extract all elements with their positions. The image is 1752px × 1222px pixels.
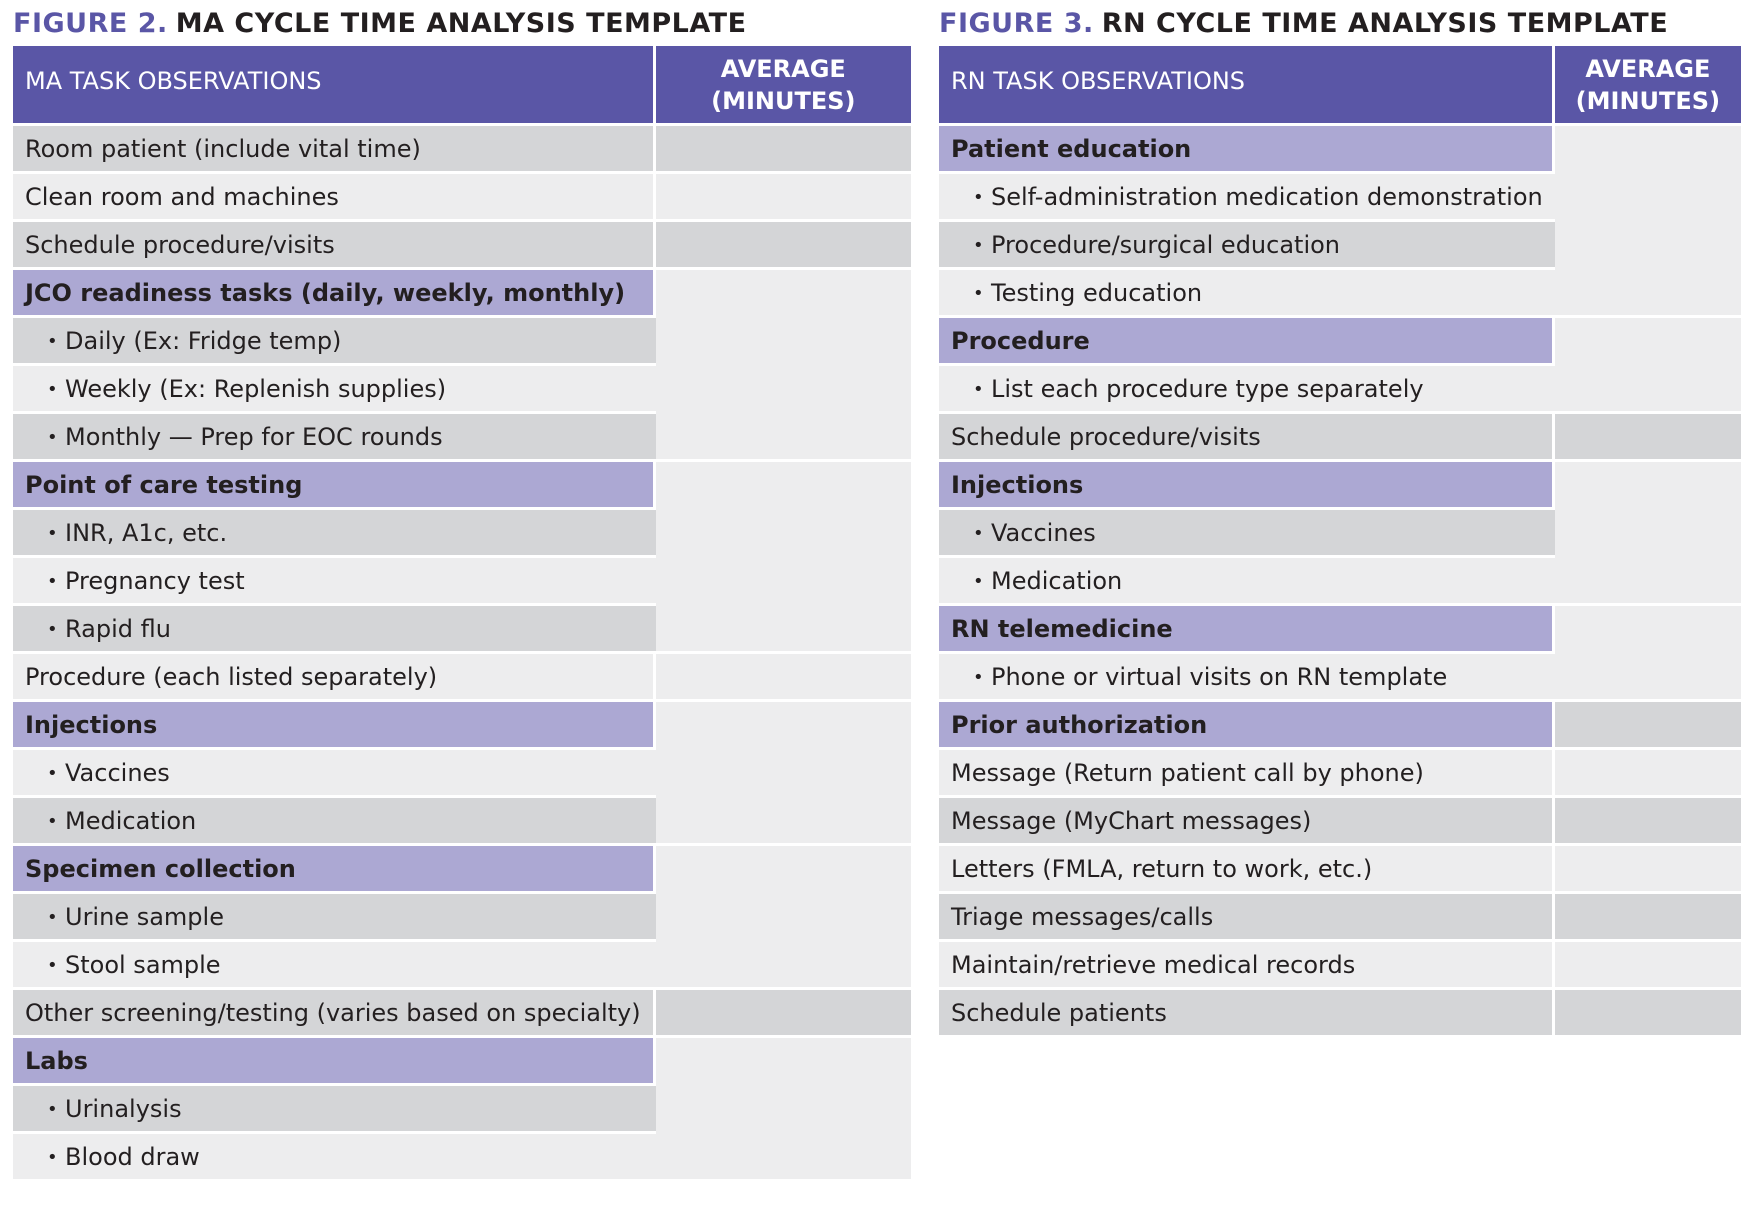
ma-average-input-cell[interactable]	[656, 174, 911, 222]
rn-task-cell-bullet	[939, 558, 1555, 606]
ma-task-label: INR, A1c, etc.	[65, 518, 228, 547]
ma-table-row	[13, 846, 911, 894]
bullet-icon: •	[47, 570, 58, 592]
ma-task-label: Monthly — Prep for EOC rounds	[65, 422, 443, 451]
bullet-icon: •	[47, 762, 58, 784]
bullet-icon: •	[47, 378, 58, 400]
ma-task-cell-bullet	[13, 510, 656, 558]
rn-task-label: Phone or virtual visits on RN template	[991, 662, 1448, 691]
rn-task-header: RN TASK OBSERVATIONS	[939, 46, 1555, 126]
bullet-icon: •	[47, 954, 58, 976]
ma-task-cell-category	[13, 462, 656, 510]
rn-task-label: RN telemedicine	[951, 614, 1173, 643]
ma-task-label: Daily (Ex: Fridge temp)	[65, 326, 342, 355]
bullet-icon: •	[973, 666, 984, 688]
rn-average-input-cell[interactable]	[1555, 798, 1741, 846]
rn-task-label: Medication	[991, 566, 1123, 595]
rn-table-row	[939, 894, 1741, 942]
ma-task-label: Labs	[25, 1046, 88, 1075]
rn-average-header-line1: AVERAGE	[1585, 54, 1711, 83]
rn-average-input-cell[interactable]	[1555, 750, 1741, 798]
ma-task-cell-bullet	[13, 750, 656, 798]
bullet-icon: •	[973, 570, 984, 592]
ma-task-label: Specimen collection	[25, 854, 296, 883]
rn-task-label: Schedule procedure/visits	[951, 422, 1261, 451]
bullet-icon: •	[47, 426, 58, 448]
ma-task-label: Room patient (include vital time)	[25, 134, 421, 163]
rn-table-row	[939, 798, 1741, 846]
rn-task-cell-plain	[939, 798, 1555, 846]
rn-average-input-cell[interactable]	[1555, 990, 1741, 1038]
rn-table-row	[939, 414, 1741, 462]
rn-table-row	[939, 606, 1741, 654]
figure-2-number: FIGURE 2.	[13, 8, 168, 39]
bullet-icon: •	[47, 906, 58, 928]
ma-task-cell-bullet	[13, 606, 656, 654]
bullet-icon: •	[47, 330, 58, 352]
ma-task-cell-plain	[13, 126, 656, 174]
ma-task-label: Vaccines	[65, 758, 170, 787]
rn-task-cell-category	[939, 702, 1555, 750]
ma-table-row	[13, 462, 911, 510]
ma-task-label: Stool sample	[65, 950, 221, 979]
ma-task-cell-bullet	[13, 414, 656, 462]
figure-3-title	[939, 0, 1741, 46]
bullet-icon: •	[47, 810, 58, 832]
ma-average-input-cell[interactable]	[656, 462, 911, 654]
rn-task-cell-plain	[939, 846, 1555, 894]
rn-average-input-cell[interactable]	[1555, 894, 1741, 942]
rn-average-input-cell[interactable]	[1555, 846, 1741, 894]
bullet-icon: •	[973, 234, 984, 256]
figure-2-title	[13, 0, 911, 46]
ma-task-cell-category	[13, 270, 656, 318]
ma-task-cell-bullet	[13, 1086, 656, 1134]
rn-task-cell-bullet	[939, 366, 1555, 414]
rn-average-input-cell[interactable]	[1555, 942, 1741, 990]
ma-table-row	[13, 126, 911, 174]
rn-table-row	[939, 942, 1741, 990]
rn-table-row	[939, 846, 1741, 894]
ma-task-label: Rapid flu	[65, 614, 171, 643]
rn-task-cell-category	[939, 318, 1555, 366]
rn-average-input-cell[interactable]	[1555, 462, 1741, 606]
figure-3	[939, 0, 1741, 1038]
rn-task-label: Vaccines	[991, 518, 1096, 547]
rn-table-row	[939, 462, 1741, 510]
ma-task-cell-category	[13, 846, 656, 894]
ma-task-label: Other screening/testing (varies based on specialty)	[25, 998, 641, 1027]
rn-average-header	[1555, 46, 1741, 126]
ma-task-label: Urine sample	[65, 902, 224, 931]
ma-table-row	[13, 222, 911, 270]
ma-task-cell-bullet	[13, 558, 656, 606]
rn-table-row	[939, 990, 1741, 1038]
rn-task-label: Self-administration medication demonstration	[991, 182, 1543, 211]
ma-task-label: JCO readiness tasks (daily, weekly, monthly)	[25, 278, 626, 307]
ma-task-table	[13, 46, 911, 1182]
ma-task-cell-bullet	[13, 894, 656, 942]
ma-task-cell-plain	[13, 654, 656, 702]
rn-task-label: Injections	[951, 470, 1084, 499]
rn-task-label: Letters (FMLA, return to work, etc.)	[951, 854, 1373, 883]
ma-average-input-cell[interactable]	[656, 126, 911, 174]
rn-task-cell-plain	[939, 942, 1555, 990]
rn-task-cell-plain	[939, 414, 1555, 462]
ma-task-label: Blood draw	[65, 1142, 200, 1171]
rn-task-cell-plain	[939, 750, 1555, 798]
ma-table-row	[13, 654, 911, 702]
ma-table-row	[13, 990, 911, 1038]
rn-task-cell-plain	[939, 894, 1555, 942]
rn-task-cell-category	[939, 462, 1555, 510]
ma-average-input-cell[interactable]	[656, 702, 911, 846]
rn-task-label: Maintain/retrieve medical records	[951, 950, 1356, 979]
rn-task-label: List each procedure type separately	[991, 374, 1424, 403]
rn-average-input-cell[interactable]	[1555, 702, 1741, 750]
ma-task-label: Weekly (Ex: Replenish supplies)	[65, 374, 447, 403]
ma-task-header: MA TASK OBSERVATIONS	[13, 46, 656, 126]
rn-task-cell-bullet	[939, 270, 1555, 318]
ma-table-row	[13, 702, 911, 750]
ma-table-row	[13, 270, 911, 318]
rn-task-cell-bullet	[939, 174, 1555, 222]
ma-task-label: Pregnancy test	[65, 566, 245, 595]
rn-table-row	[939, 750, 1741, 798]
bullet-icon: •	[47, 1146, 58, 1168]
rn-task-label: Schedule patients	[951, 998, 1167, 1027]
ma-task-label: Point of care testing	[25, 470, 303, 499]
figure-3-name: RN CYCLE TIME ANALYSIS TEMPLATE	[1101, 8, 1669, 39]
ma-task-cell-category	[13, 1038, 656, 1086]
bullet-icon: •	[47, 1098, 58, 1120]
bullet-icon: •	[47, 618, 58, 640]
ma-average-header-line1: AVERAGE	[720, 54, 846, 83]
ma-table-row	[13, 1038, 911, 1086]
ma-task-cell-category	[13, 702, 656, 750]
ma-average-input-cell[interactable]	[656, 990, 911, 1038]
ma-average-input-cell[interactable]	[656, 654, 911, 702]
rn-table-row	[939, 126, 1741, 174]
rn-task-table	[939, 46, 1741, 1038]
bullet-icon: •	[973, 186, 984, 208]
ma-task-label: Clean room and machines	[25, 182, 339, 211]
rn-average-header-line2: (MINUTES)	[1575, 86, 1721, 115]
figure-3-number: FIGURE 3.	[939, 8, 1094, 39]
rn-task-cell-plain	[939, 990, 1555, 1038]
rn-task-cell-bullet	[939, 510, 1555, 558]
ma-task-cell-bullet	[13, 318, 656, 366]
ma-task-cell-bullet	[13, 1134, 656, 1182]
bullet-icon: •	[47, 522, 58, 544]
rn-task-label: Procedure/surgical education	[991, 230, 1341, 259]
rn-task-label: Message (MyChart messages)	[951, 806, 1312, 835]
ma-task-cell-plain	[13, 222, 656, 270]
rn-task-label: Testing education	[991, 278, 1203, 307]
rn-task-label: Triage messages/calls	[951, 902, 1214, 931]
ma-task-label: Procedure (each listed separately)	[25, 662, 438, 691]
ma-average-header	[656, 46, 911, 126]
rn-table-row	[939, 318, 1741, 366]
bullet-icon: •	[973, 282, 984, 304]
rn-task-cell-bullet	[939, 222, 1555, 270]
bullet-icon: •	[973, 522, 984, 544]
rn-task-label: Procedure	[951, 326, 1090, 355]
ma-task-cell-bullet	[13, 366, 656, 414]
ma-task-label: Urinalysis	[65, 1094, 182, 1123]
rn-average-input-cell[interactable]	[1555, 414, 1741, 462]
rn-task-cell-category	[939, 606, 1555, 654]
ma-task-label: Injections	[25, 710, 158, 739]
ma-task-label: Schedule procedure/visits	[25, 230, 335, 259]
ma-average-input-cell[interactable]	[656, 270, 911, 462]
bullet-icon: •	[973, 378, 984, 400]
figure-2	[13, 0, 911, 1182]
ma-table-row	[13, 174, 911, 222]
rn-task-cell-category	[939, 126, 1555, 174]
ma-average-input-cell[interactable]	[656, 846, 911, 990]
rn-table-row	[939, 702, 1741, 750]
rn-task-label: Prior authorization	[951, 710, 1208, 739]
ma-average-input-cell[interactable]	[656, 222, 911, 270]
ma-task-cell-plain	[13, 990, 656, 1038]
rn-task-label: Patient education	[951, 134, 1192, 163]
rn-average-input-cell[interactable]	[1555, 606, 1741, 702]
ma-task-cell-bullet	[13, 798, 656, 846]
ma-task-label: Medication	[65, 806, 197, 835]
ma-average-input-cell[interactable]	[656, 1038, 911, 1182]
rn-average-input-cell[interactable]	[1555, 318, 1741, 414]
rn-average-input-cell[interactable]	[1555, 126, 1741, 318]
rn-task-label: Message (Return patient call by phone)	[951, 758, 1424, 787]
ma-task-cell-plain	[13, 174, 656, 222]
rn-task-cell-bullet	[939, 654, 1555, 702]
ma-average-header-line2: (MINUTES)	[711, 86, 856, 115]
figure-2-name: MA CYCLE TIME ANALYSIS TEMPLATE	[175, 8, 747, 39]
ma-task-cell-bullet	[13, 942, 656, 990]
